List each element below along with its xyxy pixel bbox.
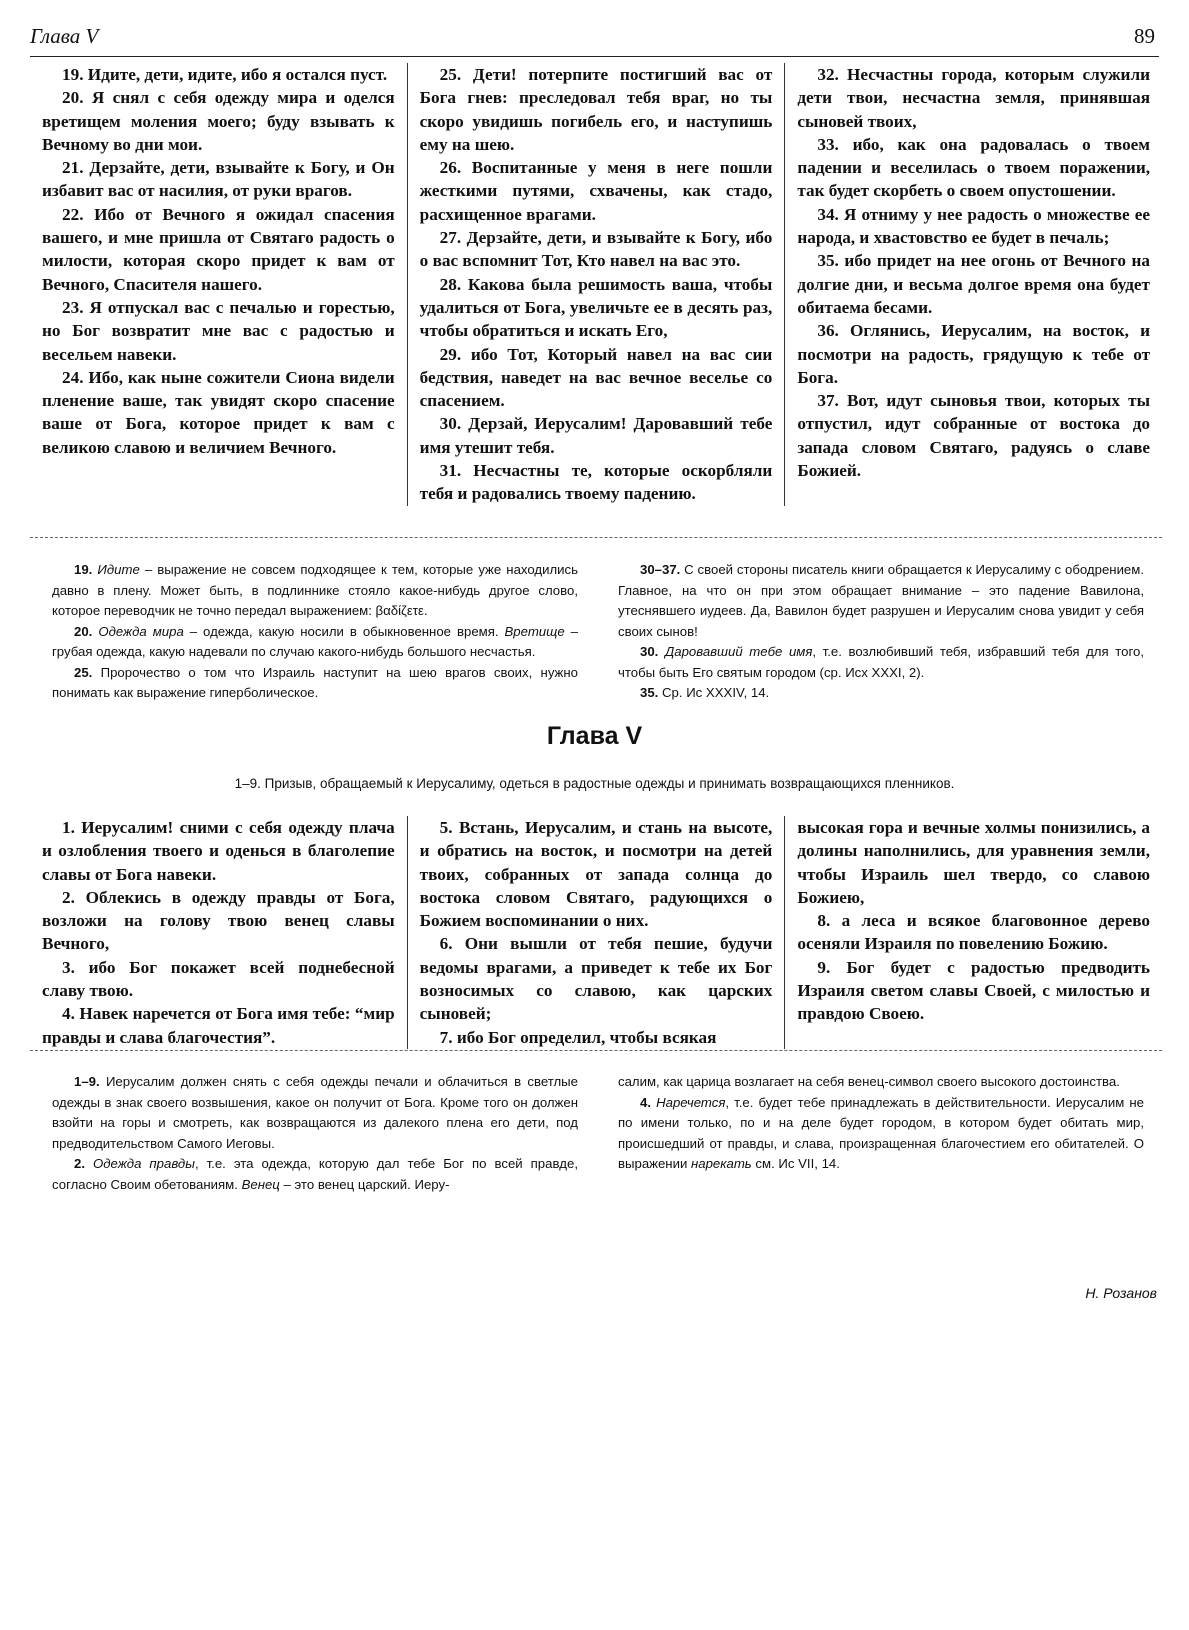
text-column-1 (30, 816, 407, 1049)
verse: 24. Ибо, как ныне сожители Сиона видели пленение ваше, так увидят скоро спасение ваше от Бога, которое придет к вам с великою славою и величием Вечного. (42, 367, 395, 457)
notes-column-right (596, 560, 1162, 704)
verse: 25. Дети! потерпите постигший вас от Бога гнев: преследовал тебя враг, но ты скоро увидишь погибель его, и наступишь ему на шею. (419, 65, 773, 154)
running-header (30, 22, 1159, 57)
verse: 7. ибо Бог определил, чтобы всякая (439, 1027, 717, 1047)
verse: 4. Навек наречется от Бога имя тебе: “мир правды и слава благочестия”. (42, 1004, 395, 1047)
note: 25. Пророчество о том что Израиль наступит на шею врагов своих, нужно понимать как выражение гиперболическое. (52, 664, 578, 700)
text-column-3 (784, 816, 1162, 1049)
verse: 26. Воспитанные у меня в неге пошли жесткими путями, схвачены, как стадо, расхищенное врагами. (419, 158, 773, 224)
dashed-divider (30, 537, 1162, 538)
verse: 23. Я отпускал вас с печалью и горестью, но Бог возвратит мне вас с радостью и весельем навеки. (42, 297, 395, 364)
notes-column-left (30, 1072, 596, 1195)
verse: 29. ибо Тот, Который навел на вас сии бедствия, наведет на вас вечное веселье со спасением. (419, 344, 773, 411)
verse: 19. Идите, дети, идите, ибо я остался пуст. (62, 65, 388, 84)
bottom-notes (30, 1072, 1162, 1195)
verse: 35. ибо придет на нее огонь от Вечного на долгие дни, и весьма долгое время она будет обитаема бесами. (797, 251, 1151, 317)
text-column-2 (407, 63, 785, 506)
note: салим, как царица возлагает на себя венец-символ своего высокого достоинства. (618, 1074, 1120, 1089)
note: 20. Одежда мира – одежда, какую носили в обыкновенное время. Вретище – грубая одежда, какую надевали по случаю какого-нибудь большого несчастья. (52, 623, 579, 659)
verse: 30. Дерзай, Иерусалим! Даровавший тебе имя утешит тебя. (419, 414, 773, 457)
verse: 6. Они вышли от тебя пешие, будучи ведомы врагами, а приведет к тебе их Бог возносимых со славою, как царских сыновей; (419, 934, 773, 1024)
verse: высокая гора и вечные холмы понизились, а долины наполнились, для уравнения земли, чтобы Израиль шел твердо, со славою Божиею, (797, 818, 1151, 907)
note: 4. Наречется, т.е. будет тебе принадлежать в действительности. Иерусалим не по имени только, по и на деле будет городом, в котором будет обитать мир, происшедший от правды, и слава, произращенная благочестием его обитателей. О выражении нарекать см. Ис VII, 14. (618, 1094, 1144, 1171)
verse: 22. Ибо от Вечного я ожидал спасения вашего, и мне пришла от Святаго радость о милости, которая скоро придет к вам от Вечного, Спасителя нашего. (42, 204, 395, 294)
verse: 3. ибо Бог покажет всей поднебесной славу твою. (42, 957, 395, 1001)
note: 30. Даровавший тебе имя, т.е. возлюбивший тебя, избравший тебя для того, чтобы быть Его святым городом (ср. Исх XXXI, 2). (618, 644, 1144, 680)
author-signature: Н. Розанов (1085, 1285, 1157, 1301)
text-column-2 (407, 816, 785, 1049)
verse: 28. Какова была решимость ваша, чтобы удалиться от Бога, увеличьте ее в десять раз, чтобы обратиться и искать Его, (419, 274, 773, 341)
verse: 36. Оглянись, Иерусалим, на восток, и посмотри на радость, грядущую к тебе от Бога. (797, 321, 1151, 387)
note: 19. Идите – выражение не совсем подходящее к тем, которые уже находились давно в плену. Может быть, в подлиннике стояло какое-нибудь другое слово, которое переводчик не точно передал выражением: βαδίζετε. (52, 562, 578, 618)
note: 35. Ср. Ис XXXIV, 14. (640, 685, 770, 700)
note: 2. Одежда правды, т.е. эта одежда, которую дал тебе Бог по всей правде, согласно Своим обетованиям. Венец – это венец царский. Иеру- (52, 1156, 578, 1192)
bottom-text-columns (30, 816, 1162, 1049)
verse: 20. Я снял с себя одежду мира и оделся вретищем моления моего; буду взывать к Вечному во дни мои. (42, 88, 395, 154)
text-column-1 (30, 63, 407, 506)
notes-column-right (596, 1072, 1162, 1195)
text-column-3 (784, 63, 1162, 506)
verse: 1. Иерусалим! сними с себя одежду плача и озлобления твоего и оденься в благолепие славы от Бога навеки. (42, 818, 395, 884)
dashed-divider (30, 1050, 1162, 1051)
verse: 5. Встань, Иерусалим, и стань на высоте, и обратись на восток, и посмотри на детей твоих, собранных от запада солнца до востока словом Святаго, радующихся о Божием воспоминании о них. (419, 818, 773, 931)
top-text-columns (30, 63, 1162, 506)
verse: 27. Дерзайте, дети, и взывайте к Богу, ибо о вас вспомнит Тот, Кто навел на вас это. (419, 228, 773, 271)
chapter-summary: 1–9. Призыв, обращаемый к Иерусалиму, одеться в радостные одежды и принимать возвращающихся пленников. (234, 776, 955, 791)
page-number: 89 (1134, 24, 1155, 48)
verse: 2. Облекись в одежду правды от Бога, возложи на голову твою венец славы Вечного, (42, 887, 395, 954)
verse: 9. Бог будет с радостью предводить Израиля светом славы Своей, с милостью и правдою Своею. (797, 957, 1151, 1024)
notes-column-left (30, 560, 596, 704)
verse: 34. Я отниму у нее радость о множестве ее народа, и хвастовство ее будет в печаль; (797, 204, 1151, 248)
verse: 8. а леса и всякое благовонное дерево осеняли Израиля по повелению Божию. (797, 911, 1151, 954)
verse: 32. Несчастны города, которым служили дети твои, несчастна земля, принявшая сыновей твоих, (797, 65, 1151, 131)
verse: 33. ибо, как она радовалась о твоем падении и веселилась о твоем поражении, так будет скорбеть о своем опустошении. (797, 134, 1151, 201)
note: 1–9. Иерусалим должен снять с себя одежды печали и облачиться в светлые одежды в знак своего возвышения, какое он получит от Бога. Кроме того он должен взойти на горы и смотреть, как возвращаются из далекого плена его дети, под предводительством Самого Иеговы. (52, 1074, 578, 1151)
verse: 21. Дерзайте, дети, взывайте к Богу, и Он избавит вас от насилия, от руки врагов. (42, 158, 395, 201)
note: 30–37. С своей стороны писатель книги обращается к Иерусалиму с ободрением. Главное, на что он при этом обращает внимание – это падение Вавилона, утеснявшего иудеев. Да, Вавилон будет разрушен и Иерусалим снова увидит у себя своих сынов! (618, 562, 1144, 639)
top-notes (30, 560, 1162, 704)
verse: 31. Несчастны те, которые оскорбляли тебя и радовались твоему падению. (419, 461, 773, 504)
running-title: Глава V (30, 24, 99, 48)
chapter-heading: Глава V (546, 722, 643, 750)
verse: 37. Вот, идут сыновья твои, которых ты отпустил, идут собранные от востока до запада словом Святаго, радуясь о славе Божией. (797, 391, 1151, 481)
